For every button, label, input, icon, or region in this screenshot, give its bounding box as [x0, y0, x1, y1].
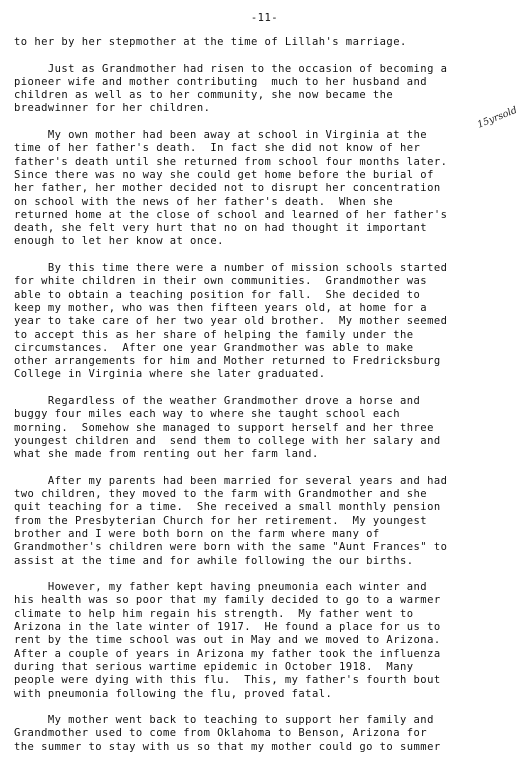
- text-line: to accept this as her share of helping the family under the: [14, 328, 414, 341]
- text-line: to her by her stepmother at the time of Lillah's marriage.: [14, 36, 407, 48]
- text-line: children as well as to her community, she now became the: [14, 89, 394, 102]
- text-line: My mother went back to teaching to support her family and: [14, 714, 434, 727]
- paragraph: [14, 262, 514, 382]
- paragraph: [14, 395, 514, 461]
- page-number: -11-: [250, 12, 279, 24]
- text-line: from the Presbyterian Church for her retirement. My youngest: [14, 514, 428, 527]
- text-line: buggy four miles each way to where she taught school each: [14, 408, 400, 421]
- text-line: circumstances. After one year Grandmother was able to make: [14, 341, 414, 354]
- text-line: people were dying with this flu. This, my father's fourth bout: [14, 674, 441, 687]
- text-line: College in Virginia where she later graduated.: [14, 368, 326, 381]
- text-line: with pneumonia following the flu, proved fatal.: [14, 687, 333, 700]
- text-line: rent by the time school was out in May and we moved to Arizona.: [14, 634, 441, 647]
- text-line: pioneer wife and mother contributing much to her husband and: [14, 75, 428, 88]
- paragraph: [14, 475, 514, 568]
- text-line: father's death until she returned from school four months later.: [14, 155, 448, 168]
- text-line: able to obtain a teaching position for fall. She decided to: [14, 288, 421, 301]
- text-line: Arizona in the late winter of 1917. He found a place for us to: [14, 621, 441, 634]
- text-line: during that serious wartime epidemic in October 1918. Many: [14, 660, 414, 673]
- text-line: youngest children and send them to college with her salary and: [14, 434, 441, 447]
- text-line: However, my father kept having pneumonia each winter and: [14, 581, 428, 594]
- text-line: her father, her mother decided not to disrupt her concentration: [14, 182, 441, 195]
- text-line: assist at the time and for awhile following the our births.: [14, 554, 414, 567]
- text-line: morning. Somehow she managed to support herself and her three: [14, 421, 434, 434]
- body-text: [14, 36, 514, 767]
- text-line: After a couple of years in Arizona my father took the influenza: [14, 647, 441, 660]
- text-line: Grandmother used to come from Oklahoma to Benson, Arizona for: [14, 727, 428, 740]
- text-line: returned home at the close of school and learned of her father's: [14, 208, 448, 221]
- text-line: Regardless of the weather Grandmother drove a horse and: [14, 395, 421, 408]
- text-line: climate to help him regain his strength. My father went to: [14, 607, 414, 620]
- paragraph: [14, 36, 514, 49]
- text-line: brother and I were both born on the farm where many of: [14, 527, 380, 540]
- text-line: other arrangements for him and Mother returned to Fredricksburg: [14, 355, 441, 368]
- text-line: for white children in their own communities. Grandmother was: [14, 275, 428, 288]
- text-line: keep my mother, who was then fifteen years old, at home for a: [14, 301, 428, 314]
- text-line: Just as Grandmother had risen to the occasion of becoming a: [14, 62, 448, 75]
- text-line: on school with the news of her father's death. When she: [14, 195, 394, 208]
- paragraph: [14, 63, 514, 116]
- text-line: My own mother had been away at school in Virginia at the: [14, 129, 428, 142]
- text-line: enough to let her know at once.: [14, 235, 224, 248]
- text-line: the summer to stay with us so that my mother could go to summer: [14, 740, 441, 753]
- text-line: year to take care of her two year old brother. My mother seemed: [14, 315, 448, 328]
- text-line: By this time there were a number of mission schools started: [14, 262, 448, 275]
- paragraph: [14, 129, 514, 249]
- text-line: Since there was no way she could get home before the burial of: [14, 168, 434, 181]
- text-line: time of her father's death. In fact she did not know of her: [14, 142, 421, 155]
- paragraph: [14, 714, 514, 754]
- text-line: Grandmother's children were born with the same "Aunt Frances" to: [14, 541, 448, 554]
- text-line: death, she felt very hurt that no on had thought it important: [14, 222, 428, 235]
- text-line: his health was so poor that my family decided to go to a warmer: [14, 594, 441, 607]
- handwritten-margin-note: 15yrsold: [475, 104, 519, 131]
- text-line: quit teaching for a time. She received a small monthly pension: [14, 501, 441, 514]
- text-line: two children, they moved to the farm with Grandmother and she: [14, 488, 428, 501]
- text-line: breadwinner for her children.: [14, 102, 211, 115]
- text-line: what she made from renting out her farm land.: [14, 448, 319, 461]
- text-line: After my parents had been married for several years and had: [14, 474, 448, 487]
